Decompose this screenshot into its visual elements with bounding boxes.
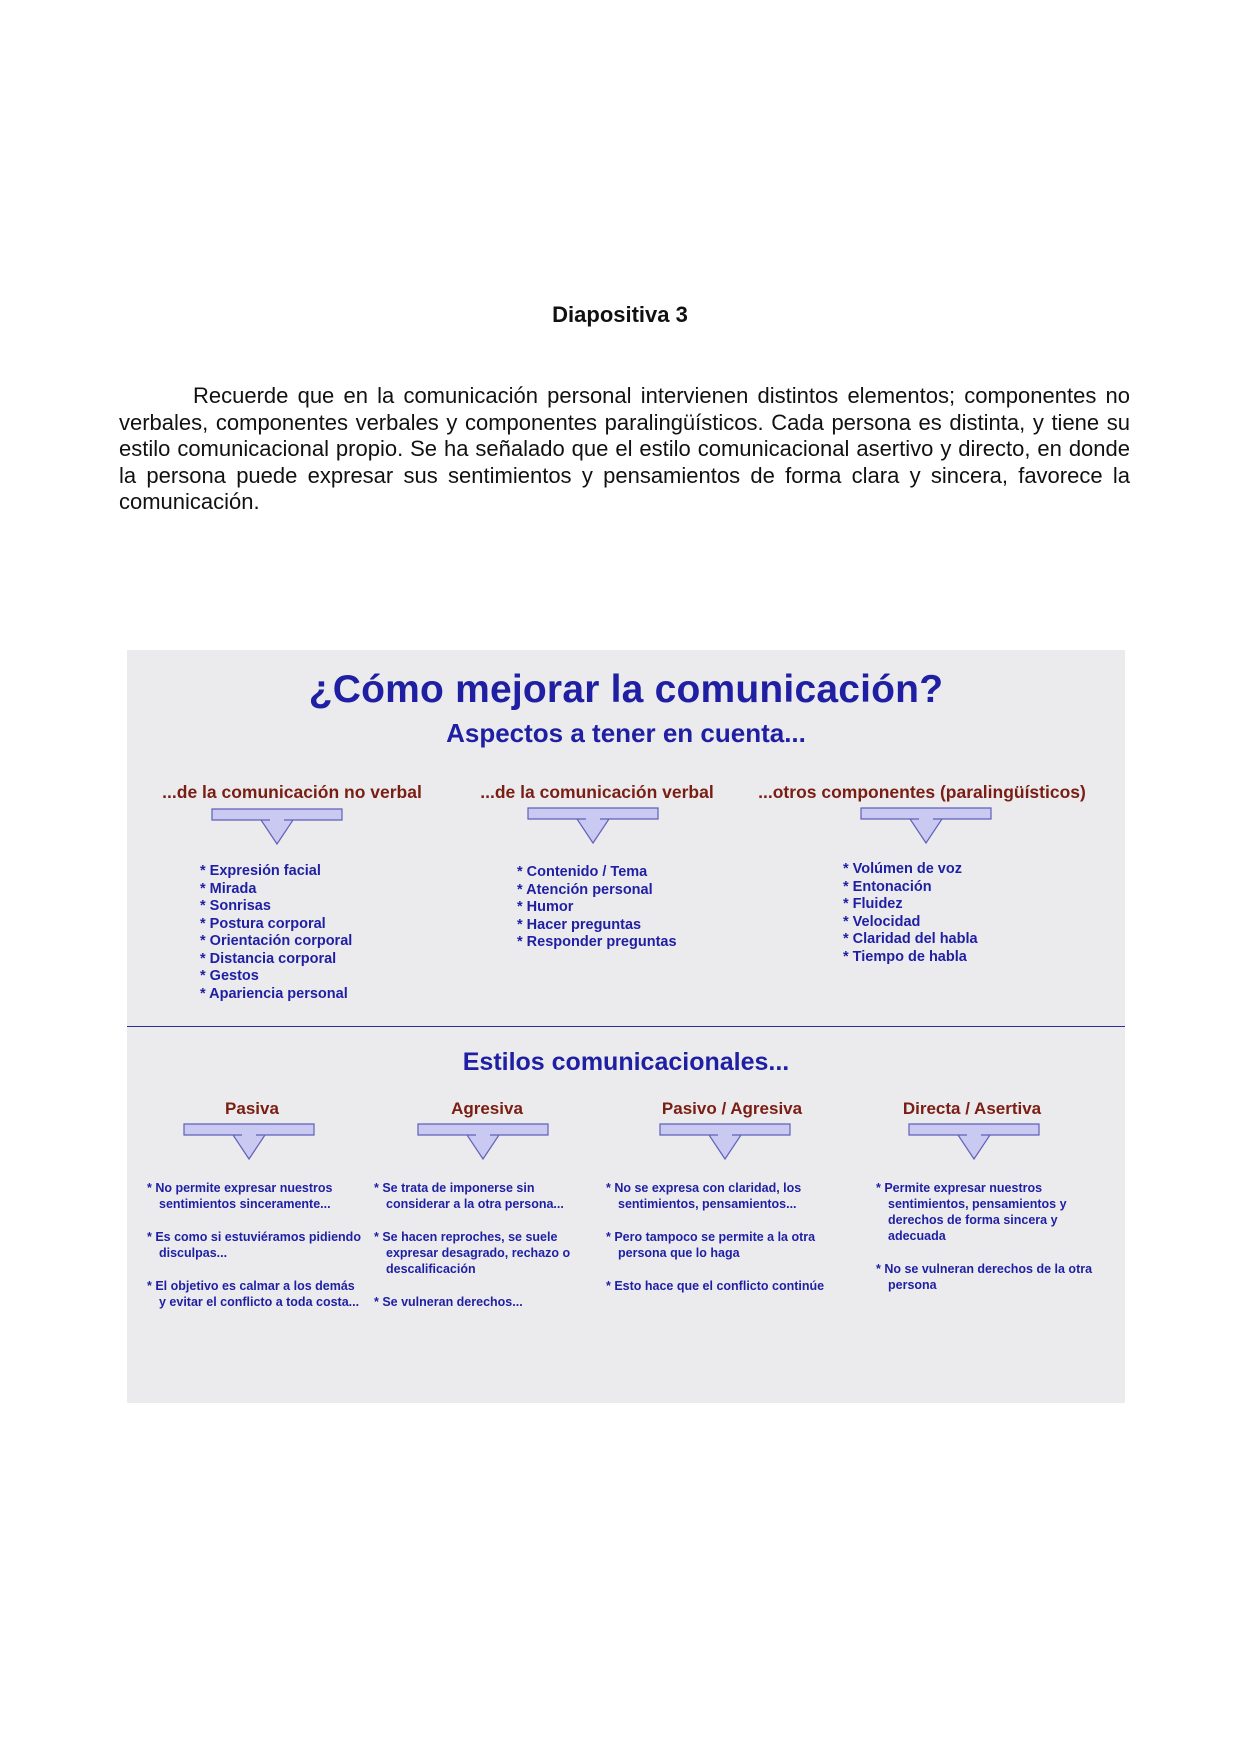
list-item: * Expresión facial — [200, 863, 321, 879]
list-item: * Humor — [517, 899, 574, 915]
list-item: * Velocidad — [843, 913, 921, 930]
down-arrow-icon — [908, 1123, 1040, 1161]
list-item: * Gestos — [200, 968, 259, 984]
list-item: * Volúmen de voz — [843, 861, 962, 877]
list-item: * Esto hace que el conflicto continúe — [606, 1279, 825, 1293]
aspect-heading-verbal: ...de la comunicación verbal — [480, 782, 714, 802]
aspect-list-nonverbal — [200, 863, 352, 1003]
style-heading-pasiva: Pasiva — [225, 1099, 279, 1118]
list-item: * El objetivo es calmar a los demás y evitar el conflicto a toda costa... — [147, 1279, 360, 1309]
list-item: * Se trata de imponerse sin considerar a la otra persona... — [374, 1181, 564, 1211]
list-item: * Se hacen reproches, se suele expresar desagrado, rechazo o descalificación — [374, 1230, 571, 1276]
down-arrow-icon — [183, 1123, 315, 1161]
list-item: * Entonación — [843, 878, 932, 895]
aspect-list-verbal — [517, 864, 677, 952]
slide-subtitle: Aspectos a tener en cuenta... — [446, 718, 806, 748]
aspect-heading-nonverbal: ...de la comunicación no verbal — [162, 782, 422, 802]
styles-title: Estilos comunicacionales... — [462, 1048, 790, 1076]
list-item: * Atención personal — [517, 881, 653, 898]
list-item: * Hacer preguntas — [517, 916, 642, 933]
section-divider — [127, 1026, 1125, 1027]
list-item: * Fluidez — [843, 896, 903, 912]
list-item: * Se vulneran derechos... — [374, 1295, 523, 1309]
style-list-pasiva — [147, 1180, 362, 1327]
down-arrow-icon — [211, 808, 343, 846]
style-list-directa-asertiva — [876, 1180, 1101, 1310]
style-heading-directa-asertiva: Directa / Asertiva — [902, 1099, 1042, 1118]
list-item: * Tiempo de habla — [843, 948, 967, 965]
list-item: * Claridad del habla — [843, 931, 978, 947]
down-arrow-icon — [417, 1123, 549, 1161]
down-arrow-icon — [860, 807, 992, 845]
style-list-pasivo-agresiva — [606, 1180, 856, 1311]
aspect-heading-paralinguistic: ...otros componentes (paralingüísticos) — [758, 782, 1086, 802]
list-item: * Postura corporal — [200, 915, 326, 932]
down-arrow-icon — [527, 807, 659, 845]
down-arrow-icon — [659, 1123, 791, 1161]
style-list-agresiva — [374, 1180, 599, 1327]
list-item: * Contenido / Tema — [517, 864, 648, 880]
style-heading-agresiva: Agresiva — [451, 1099, 523, 1118]
list-item: * Pero tampoco se permite a la otra persona que lo haga — [606, 1230, 816, 1260]
aspect-list-paralinguistic — [843, 861, 978, 966]
list-item: * No se vulneran derechos de la otra persona — [876, 1262, 1093, 1292]
list-item: * Orientación corporal — [200, 933, 353, 949]
list-item: * Distancia corporal — [200, 950, 337, 967]
list-item: * Sonrisas — [200, 898, 271, 914]
style-heading-pasivo-agresiva: Pasivo / Agresiva — [661, 1099, 803, 1118]
list-item: * Mirada — [200, 880, 257, 897]
list-item: * No permite expresar nuestros sentimientos sinceramente... — [147, 1181, 333, 1211]
list-item: * Responder preguntas — [517, 934, 677, 950]
list-item: * Permite expresar nuestros sentimientos, pensamientos y derechos de forma sincera y adecuada — [876, 1181, 1067, 1243]
slide-title: ¿Cómo mejorar la comunicación? — [308, 668, 944, 711]
list-item: * Es como si estuviéramos pidiendo disculpas... — [147, 1230, 361, 1260]
list-item: * Apariencia personal — [200, 985, 348, 1002]
intro-paragraph: Recuerde que en la comunicación personal intervienen distintos elementos; componentes no verbales, componentes verbales y componentes paralingüísticos. Cada persona es distinta, y tiene su estilo comunicacional propio. Se ha señalado que el estilo comunicacional asertivo y directo, en donde la persona puede expresar sus sentimientos y pensamientos de forma clara y sincera, favorece la comunicación. — [119, 383, 1130, 514]
list-item: * No se expresa con claridad, los sentimientos, pensamientos... — [606, 1181, 802, 1211]
document-heading: Diapositiva 3 — [552, 302, 688, 327]
slide-image — [127, 650, 1125, 1403]
